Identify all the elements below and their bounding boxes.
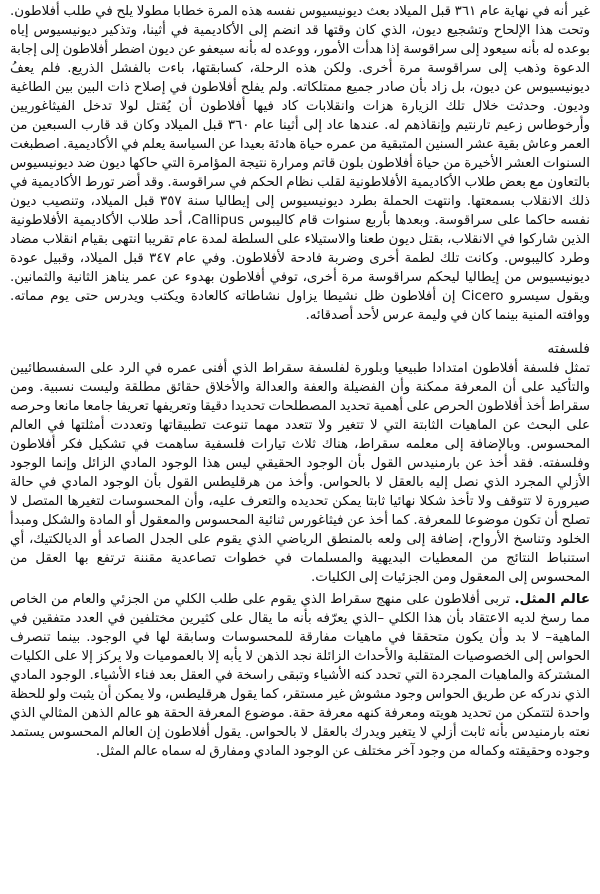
paragraph-world-of-forms — [10, 590, 590, 761]
paragraph-world-of-forms-text: تربى أفلاطون على منهج سقراط الذي يقوم على طلب الكلي من الجزئي والعام من الخاص مما رسخ لديه الاعتقاد بأن هذا الكلي –الذي يعرّفه بأنه ما يقال على كثيرين مختلفين في العدد متفقين في الماهية– لا بد وأن يكون متحققا في ماهيات مفارقة للمحسوسات وسابقة لها في الوجود. بينما تنصرف الحواس إلى الخصوصيات المتقلبة والأحداث الزائلة نجد الذهن لا يأبه إلا بالعموميات ولا يركز إلا على الكليات المشتركة والماهيات المجردة التي تحدد كنه الأشياء وتبقى راسخة في العقل بعد فناء الأشياء. الوجود المادي الذي ندركه عن طريق الحواس وجود مشوش غير مستقر، كما يقول هرقليطس، ولا يمكن أن يثبت ولو للحظة واحدة لتتمكن من تحديد هويته ومعرفة كنهه معرفة حقة. موضوع المعرفة الحقة هو عالم الذهن المثالي الذي نعته بارمنيدس بأنه ثابت أزلي لا يتغير ويدرك بالعقل لا بالحواس. يقول أفلاطون إن العالم المحسوس يستمد وجوده وحقيقته وكماله من وجود آخر مختلف عن الوجود المادي ومفارق له سماه عالم المثل. — [10, 592, 590, 759]
paragraph-biography: غير أنه في نهاية عام ٣٦١ قبل الميلاد بعث ديونيسيوس نفسه هذه المرة خطابا مطولا يلح في طلب أفلاطون. وتحت هذا الإلحاح وتشجيع ديون، الذي كان وقتها قد انضم إلى الأكاديمية في أثينا، وتذكير ديونيسيوس إياه بوعده له بأنه سيعود إلى سراقوسة إذا هدأت الأمور، ووعده له بأنه سيعفو عن ديون اضطر أفلاطون إلى إجابة الدعوة وذهب إلى سراقوسة مرة أخرى. ولكن هذه الرحلة، كسابقتها، باءت بالفشل الذريع. فلم يعفُ ديونيسيوس عن ديون، بل زاد بأن صادر جميع ممتلكاته. ولم يفلح أفلاطون في إصلاح ذات البين بين الطاغية وديون. وحدثت خلال تلك الزيارة هزات وانقلابات كاد فيها أفلاطون أن يُقتل لولا تدخل الفيثاغوريين وأرخوطاس زعيم تارنتيم وإنقاذهم له. عندها عاد إلى أثينا عام ٣٦٠ قبل الميلاد وكان قد قارب السبعين من العمر وعاش بقية عشر السنين المتبقية من عمره حياة هادئة بعيدا عن السياسة يعلم في الأكاديمية. اصطبغت السنوات العشر الأخيرة من حياة أفلاطون بلون قاتم ومرارة نتيجة المؤامرة التي حاكها ديون ضد ديونيسيوس بالتعاون مع بعض طلاب الأكاديمية الأفلاطونية لقلب نظام الحكم في سراقوسة. وقد أضر تورط الأكاديمية في ذلك الانقلاب بسمعتها. وانتهت الحملة بطرد ديونيسيوس إلى إيطاليا سنة ٣٥٧ قبل الميلاد، وتنصيب ديون نفسه حاكما على سراقوسة. وبعدها بأربع سنوات قام كاليبوس Callipus، أحد طلاب الأكاديمية الأفلاطونية الذين شاركوا في الانقلاب، بقتل ديون طعنا والاستيلاء على السلطة لمدة عام تقريبا انتهى بقيام انقلاب مضاد وطرد كاليبوس. وكانت تلك لطمة أخرى وضربة فادحة لأفلاطون. وفي عام ٣٤٧ قبل الميلاد، وقبيل عودة ديونيسيوس من إيطاليا ليحكم سراقوسة مرة أخرى، توفي أفلاطون بهدوء عن عمر يناهز الثانية والثمانين. ويقول سيسرو Cicero إن أفلاطون ظل نشيطا يزاول نشاطاته كالعادة ويكتب ويدرس حتى يوم مماته. ووافته المنية بينما كان في وليمة عرس لأحد أصدقائه. — [10, 4, 590, 323]
paragraph-philosophy-intro: تمثل فلسفة أفلاطون امتدادا طبيعيا وبلورة لفلسفة سقراط الذي أفنى عمره في الرد على السفسطائيين والتأكيد على أن المعرفة ممكنة وأن الفضيلة والعفة والعدالة والأخلاق حقائق مطلقة وليست نسبية. ومن سقراط أخذ أفلاطون الحرص على أهمية تحديد المصطلحات تحديدا دقيقا وتعريفها تعريفا جامعا مانعا وحرصه على البحث عن الماهيات الثابتة التي لا تتغير ولا تتعدد مهما تنوعت تطبيقاتها وتعددت أمثلتها في العالم المحسوس. وبالإضافة إلى معلمه سقراط، هناك ثلاث تيارات فلسفية ساهمت في تشكيل فكر أفلاطون وفلسفته. فقد أخذ عن بارمنيدس القول بأن الوجود الحقيقي ليس هذا الوجود المادي الزائل وإنما الوجود الأزلي المجرد الذي نصل إليه بالعقل لا بالحواس. وأخذ من هرقليطس القول بأن الوجود المادي في حالة صيرورة لا تتوقف ولا تأخذ شكلا نهائيا ثابتا يمكن تحديده والتعرف عليه، وأن المحسوسات لتغيرها المتصل لا تصلح أن تكون موضوعا للمعرفة. كما أخذ عن فيثاغورس ثنائية المحسوس والمعقول أو المادة والشكل ومبدأ الخلود وتناسخ الأرواح، إضافة إلى ولعه بالمنطق الرياضي الذي يقوم على الجدل الصاعد أو الديالكتيك، أي استنباط النتائج من المعطيات البديهية والمسلمات في خطوات تصاعدية مقننة ترتفع بها العقل من المحسوس إلى المعقول ومن الجزئيات إلى الكليات. — [10, 361, 590, 585]
lead-term-world-of-forms: عالم المثل. — [514, 592, 590, 607]
section-heading-philosophy: فلسفته — [547, 341, 590, 357]
